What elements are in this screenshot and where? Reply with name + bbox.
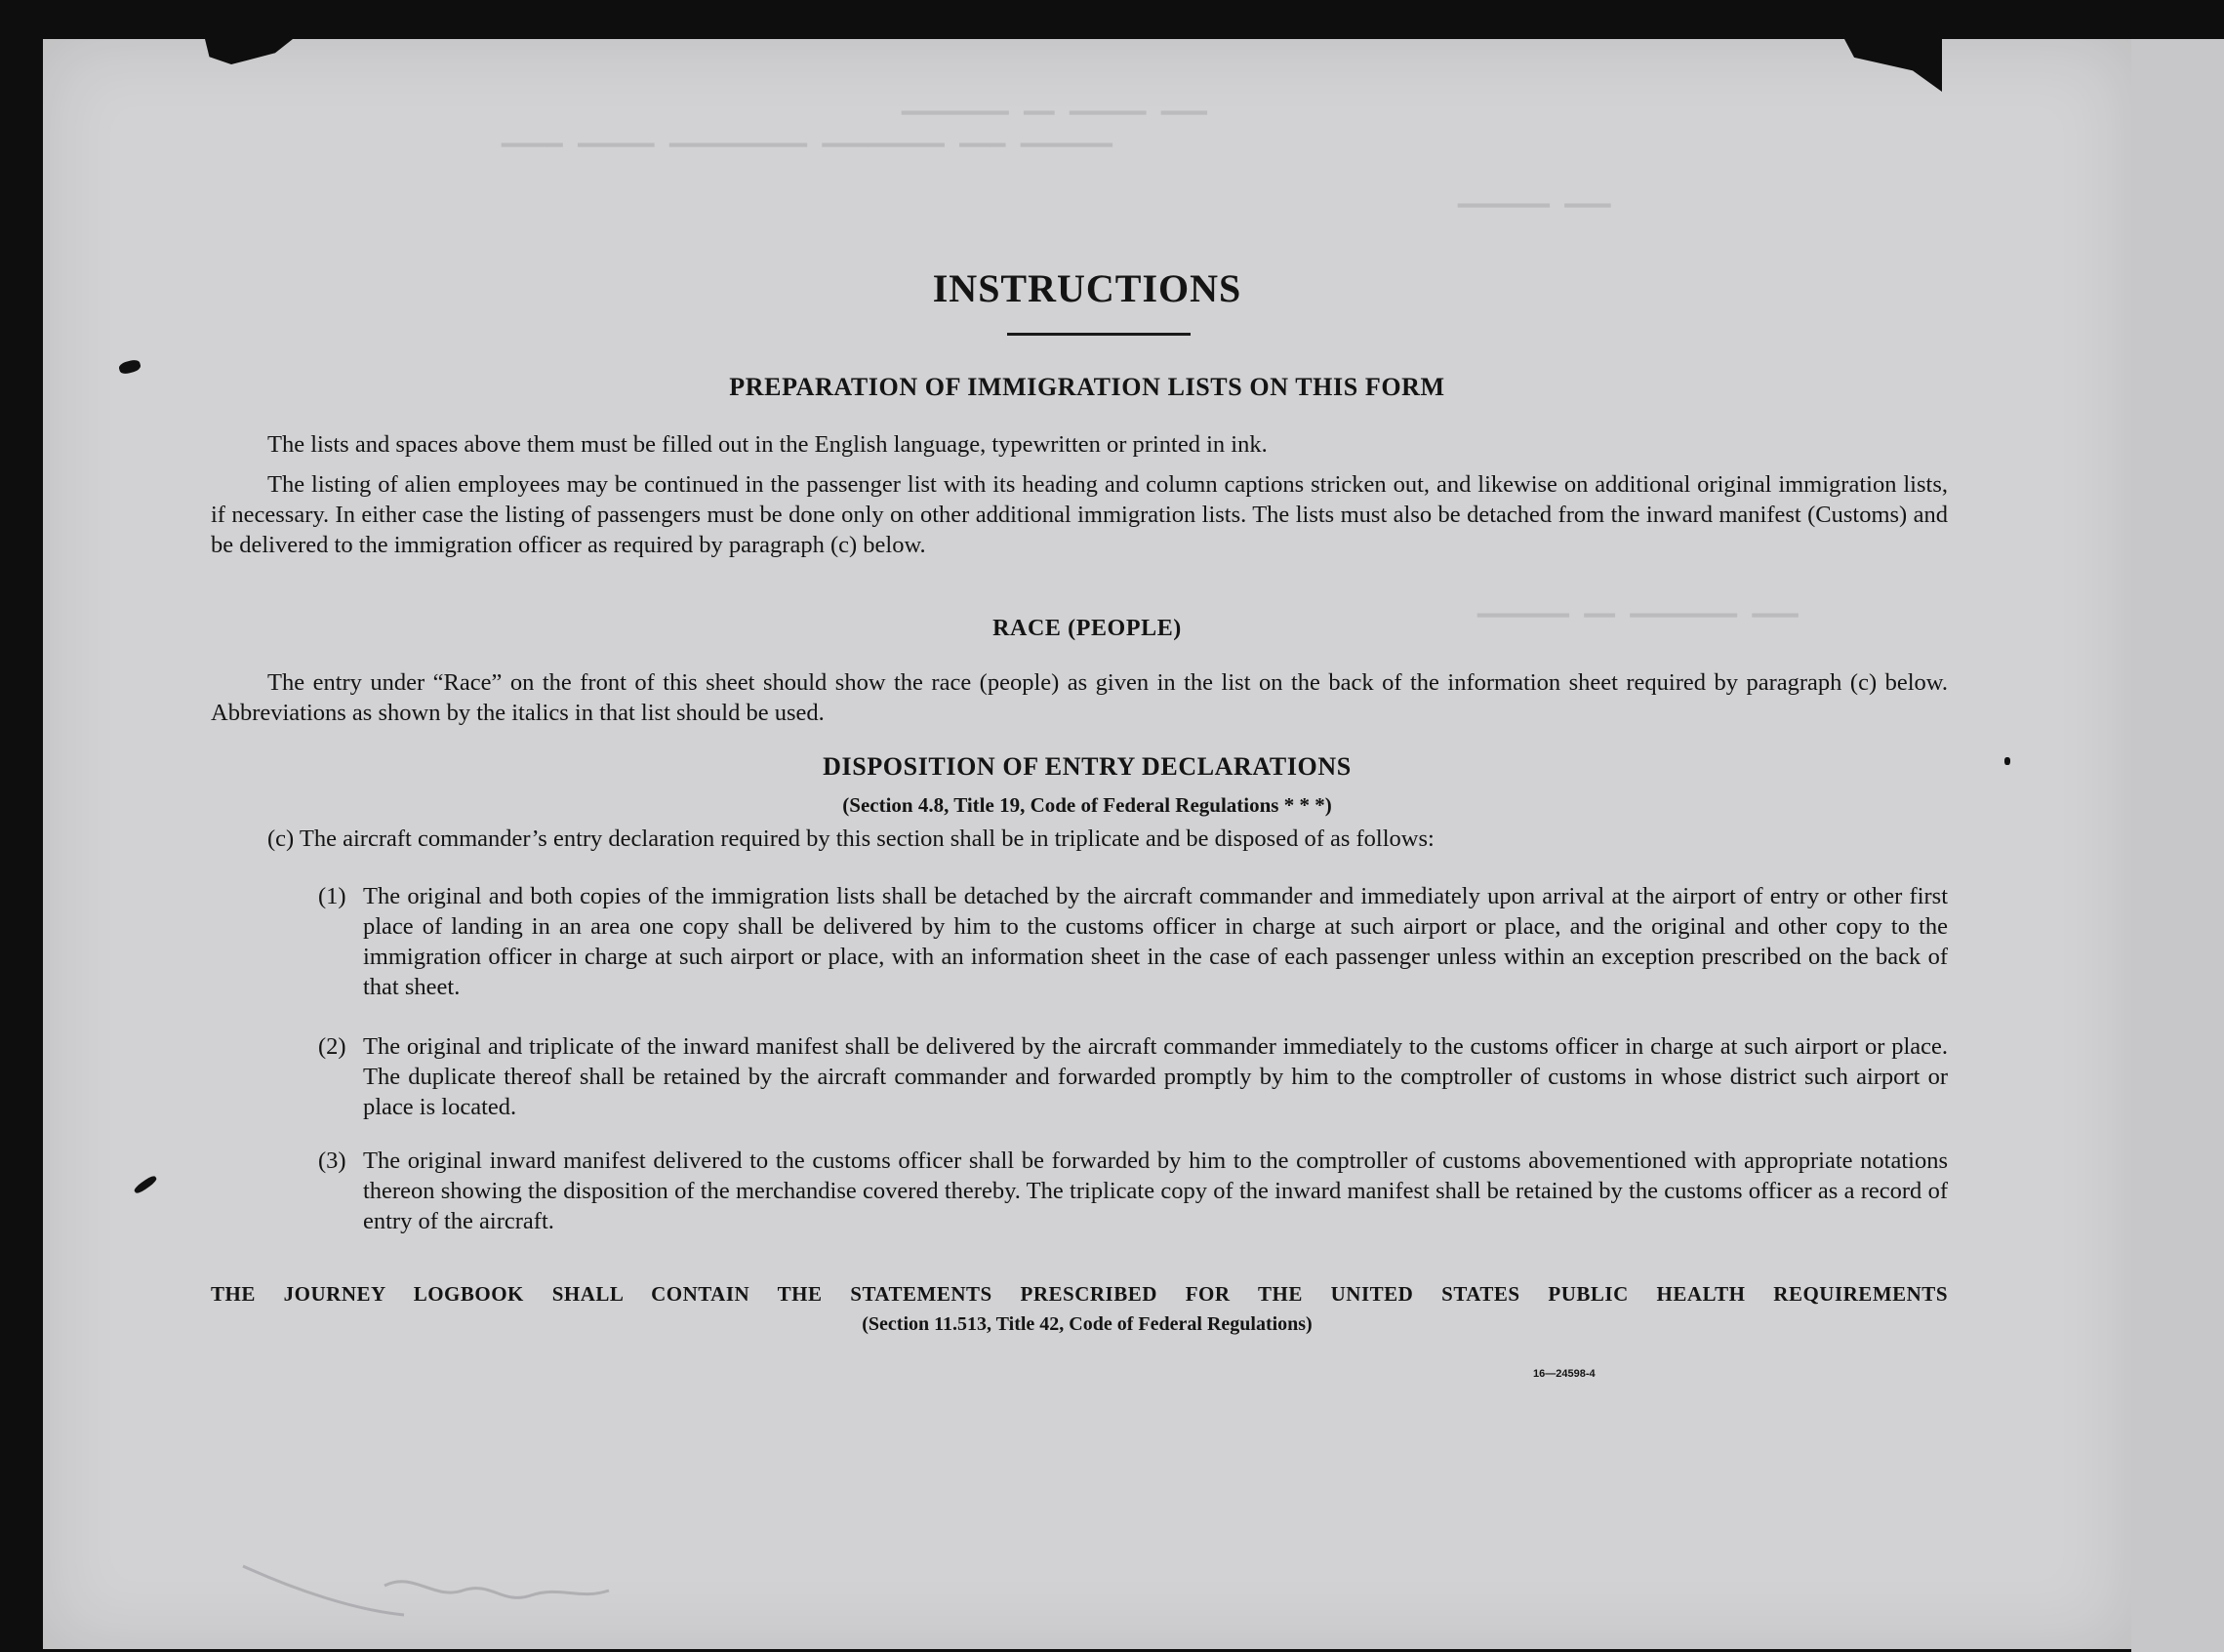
list-item-text: The original inward manifest delivered to the customs officer shall be forwarded by him to the comptroller of customs abovementioned with appropriate notations thereon showing the disposition of the merchandise covered thereby. The triplicate copy of the inward manifest shall be retained by the customs officer as a record of entry of the aircraft. <box>363 1148 1948 1234</box>
list-item-text: The original and triplicate of the inward manifest shall be delivered by the aircraft commander immediately to the customs officer in charge at such airport or place. The duplicate thereof shall be retained by the aircraft commander and forwarded promptly by him to the comptroller of customs in whose district such airport or place is located. <box>363 1033 1948 1120</box>
preparation-paragraph-2: The listing of alien employees may be continued in the passenger list with its heading and column captions stricken out, and likewise on additional original immigration lists, if necessary. In either case the listing of passengers must be done only on other additional immigration lists. The lists must also be detached from the inward manifest (Customs) and be delivered to the immigration officer as required by paragraph (c) below. <box>211 471 1948 558</box>
heading-race: RACE (PEOPLE) <box>992 616 1182 641</box>
heading-disposition: DISPOSITION OF ENTRY DECLARATIONS <box>823 752 1352 781</box>
list-item <box>318 1146 1948 1236</box>
list-item <box>318 881 1948 1002</box>
list-item-text: The original and both copies of the immigration lists shall be detached by the aircraft commander and immediately upon arrival at the airport of entry or other first place of landing in an area one copy shall be delivered by him to the customs officer in charge at such airport or place, and the original and other copy to the immigration officer in charge at such airport or place, with an information sheet in the case of each passenger unless within an exception prescribed on the back of that sheet. <box>363 883 1948 1000</box>
ink-mark <box>133 1174 158 1194</box>
health-requirements-notice: THE JOURNEY LOGBOOK SHALL CONTAIN THE STATEMENTS PRESCRIBED FOR THE UNITED STATES PUBLIC HEALTH REQUIREMENTS <box>211 1282 1948 1306</box>
paragraph-c-text: The aircraft commander’s entry declaration required by this section shall be in triplicate and be disposed of as follows: <box>299 826 1435 852</box>
list-item-number: (3) <box>318 1148 346 1174</box>
preparation-paragraph-1: The lists and spaces above them must be filled out in the English language, typewritten or printed in ink. <box>267 431 1268 458</box>
page-title: INSTRUCTIONS <box>932 266 1242 310</box>
scan-margin-strip <box>2131 39 2224 1652</box>
health-requirements-citation: (Section 11.513, Title 42, Code of Federal Regulations) <box>862 1313 1313 1335</box>
bleed-through-texture: ▔▔▔ ▔▔▔▔▔▔ <box>1458 206 1611 235</box>
title-underline <box>1007 333 1191 336</box>
paragraph-c <box>267 824 1948 854</box>
race-paragraph: The entry under “Race” on the front of this sheet should show the race (people) as given in the list on the back of the information sheet required by paragraph (c) below. Abbreviations as shown by the italics in that list should be used. <box>211 669 1948 726</box>
bleed-through-texture: ▔▔▔▔▔▔ ▔▔▔ ▔▔▔▔▔▔▔▔ ▔▔▔▔▔▔▔▔▔ ▔▔▔▔▔ ▔▔▔▔ <box>502 145 1112 175</box>
document-page <box>43 39 2131 1649</box>
bleed-through-texture: ▔▔▔ ▔▔▔▔▔▔▔ ▔▔ ▔▔▔▔▔▔ <box>1477 616 1799 645</box>
bleed-through-texture: ▔▔▔ ▔▔▔▔▔ ▔▔ ▔▔▔▔▔▔▔ <box>902 113 1207 142</box>
list-item-number: (2) <box>318 1033 346 1060</box>
faint-signature-scribble <box>238 1561 648 1620</box>
form-number: 16—24598-4 <box>1533 1368 1596 1380</box>
paragraph-c-label: (c) <box>267 826 295 852</box>
disposition-citation: (Section 4.8, Title 19, Code of Federal Regulations * * *) <box>842 793 1332 817</box>
list-item-number: (1) <box>318 883 346 909</box>
heading-preparation: PREPARATION OF IMMIGRATION LISTS ON THIS FORM <box>729 373 1445 401</box>
list-item <box>318 1031 1948 1122</box>
